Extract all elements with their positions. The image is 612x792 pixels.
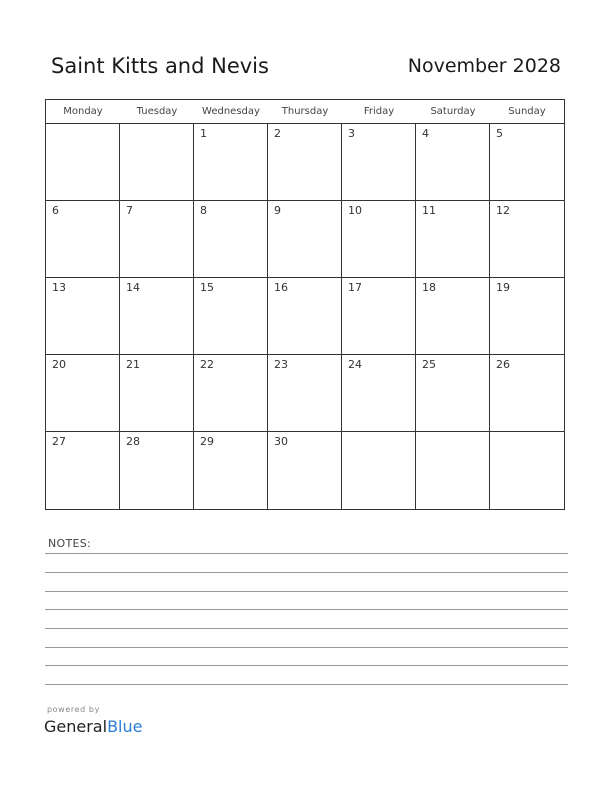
day-cell bbox=[194, 278, 268, 355]
day-cell bbox=[416, 124, 490, 201]
day-number: 11 bbox=[422, 204, 436, 217]
note-line bbox=[45, 647, 568, 648]
note-line bbox=[45, 665, 568, 666]
day-cell bbox=[268, 201, 342, 278]
day-number: 30 bbox=[274, 435, 288, 448]
day-cell bbox=[416, 201, 490, 278]
day-number: 22 bbox=[200, 358, 214, 371]
day-number: 21 bbox=[126, 358, 140, 371]
notes-label: NOTES: bbox=[48, 537, 92, 550]
brand-general: General bbox=[44, 717, 108, 736]
day-cell bbox=[490, 124, 564, 201]
day-number: 25 bbox=[422, 358, 436, 371]
day-cell bbox=[194, 355, 268, 432]
day-cell bbox=[490, 278, 564, 355]
day-cell bbox=[120, 278, 194, 355]
day-cell bbox=[46, 432, 120, 509]
day-cell bbox=[120, 124, 194, 201]
day-number: 19 bbox=[496, 281, 510, 294]
day-number: 12 bbox=[496, 204, 510, 217]
day-number: 27 bbox=[52, 435, 66, 448]
day-cell bbox=[342, 201, 416, 278]
day-number: 1 bbox=[200, 127, 207, 140]
day-cell bbox=[490, 432, 564, 509]
weekday-friday: Friday bbox=[363, 106, 395, 117]
weekday-tuesday: Tuesday bbox=[136, 106, 178, 117]
day-number: 6 bbox=[52, 204, 59, 217]
day-cell bbox=[490, 201, 564, 278]
day-cell bbox=[46, 355, 120, 432]
day-cell bbox=[342, 278, 416, 355]
day-number: 24 bbox=[348, 358, 362, 371]
note-line bbox=[45, 628, 568, 629]
weekday-monday: Monday bbox=[63, 106, 103, 117]
day-cell bbox=[342, 432, 416, 509]
day-number: 16 bbox=[274, 281, 288, 294]
month-title: November 2028 bbox=[407, 55, 561, 77]
day-cell bbox=[268, 432, 342, 509]
day-cell bbox=[194, 432, 268, 509]
day-number: 13 bbox=[52, 281, 66, 294]
day-cell bbox=[268, 355, 342, 432]
day-number: 9 bbox=[274, 204, 281, 217]
day-number: 20 bbox=[52, 358, 66, 371]
day-number: 2 bbox=[274, 127, 281, 140]
weekday-header-row bbox=[46, 100, 564, 124]
generalblue-logo[interactable] bbox=[44, 717, 142, 736]
note-line bbox=[45, 684, 568, 685]
day-number: 4 bbox=[422, 127, 429, 140]
day-number: 8 bbox=[200, 204, 207, 217]
weekday-sunday: Sunday bbox=[508, 106, 546, 117]
note-line bbox=[45, 591, 568, 592]
day-cell bbox=[194, 124, 268, 201]
page-title: Saint Kitts and Nevis bbox=[51, 54, 269, 78]
day-number: 3 bbox=[348, 127, 355, 140]
day-number: 28 bbox=[126, 435, 140, 448]
day-number: 23 bbox=[274, 358, 288, 371]
day-cell bbox=[416, 355, 490, 432]
day-number: 5 bbox=[496, 127, 503, 140]
day-cell bbox=[490, 355, 564, 432]
day-number: 15 bbox=[200, 281, 214, 294]
day-cell bbox=[46, 201, 120, 278]
day-cell bbox=[46, 278, 120, 355]
day-cell bbox=[120, 201, 194, 278]
day-cell bbox=[342, 355, 416, 432]
day-number: 18 bbox=[422, 281, 436, 294]
day-cell bbox=[194, 201, 268, 278]
note-line bbox=[45, 553, 568, 554]
brand-blue: Blue bbox=[107, 717, 143, 736]
day-number: 29 bbox=[200, 435, 214, 448]
powered-by-text: powered by bbox=[47, 705, 100, 714]
day-number: 14 bbox=[126, 281, 140, 294]
day-cell bbox=[416, 432, 490, 509]
day-number: 26 bbox=[496, 358, 510, 371]
note-line bbox=[45, 609, 568, 610]
day-cell bbox=[416, 278, 490, 355]
calendar-grid bbox=[45, 99, 565, 510]
note-line bbox=[45, 572, 568, 573]
day-number: 17 bbox=[348, 281, 362, 294]
day-cell bbox=[342, 124, 416, 201]
day-cell bbox=[120, 432, 194, 509]
day-cell bbox=[268, 278, 342, 355]
day-cell bbox=[120, 355, 194, 432]
weekday-thursday: Thursday bbox=[281, 106, 329, 117]
day-cell bbox=[268, 124, 342, 201]
day-grid bbox=[46, 124, 564, 509]
day-number: 7 bbox=[126, 204, 133, 217]
day-number: 10 bbox=[348, 204, 362, 217]
day-cell bbox=[46, 124, 120, 201]
weekday-saturday: Saturday bbox=[430, 106, 476, 117]
weekday-wednesday: Wednesday bbox=[202, 106, 260, 117]
